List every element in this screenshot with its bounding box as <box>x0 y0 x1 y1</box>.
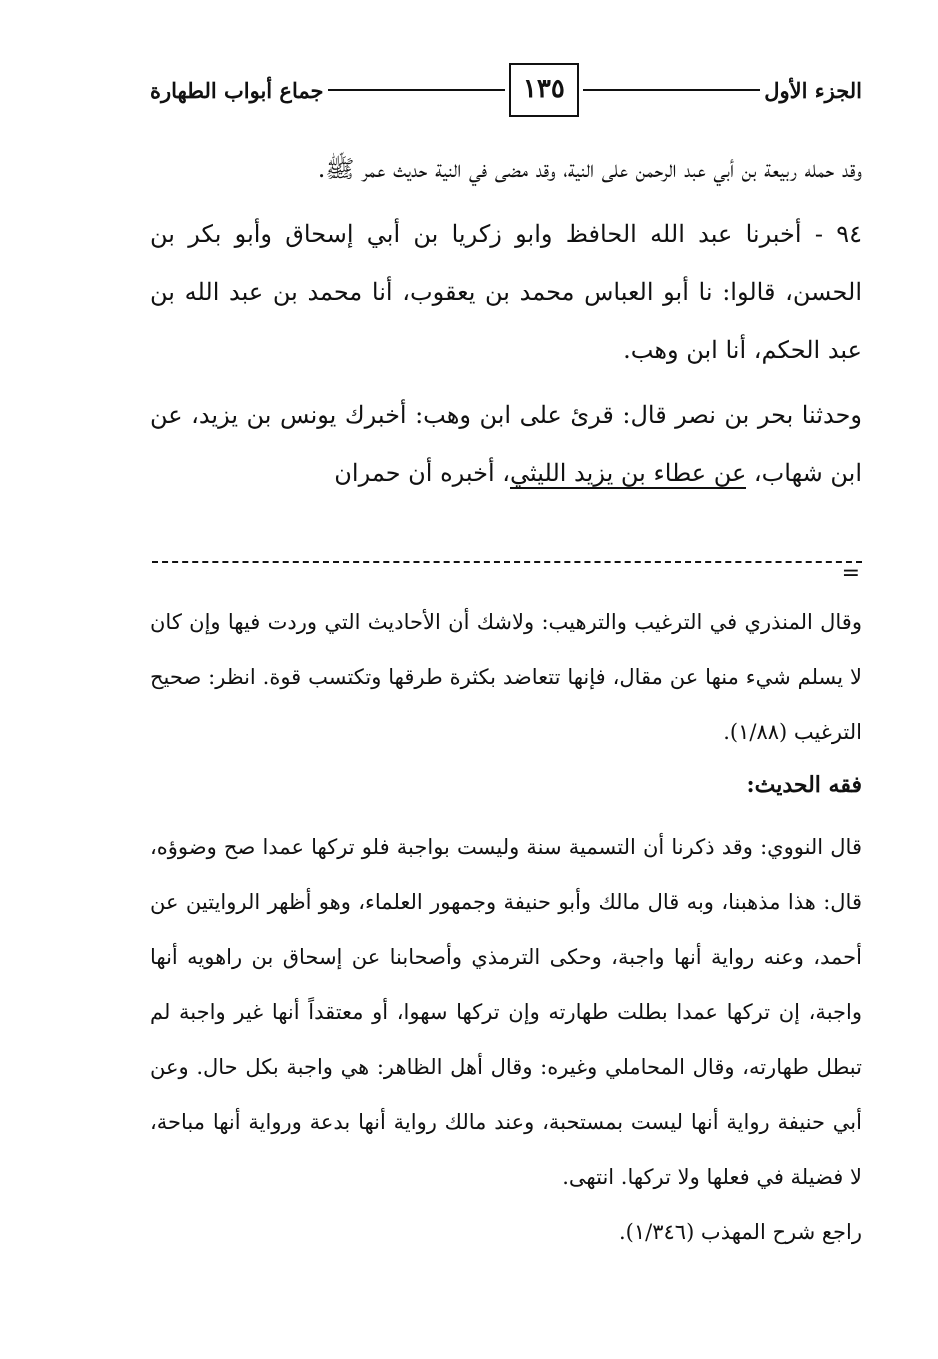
underlined-narrator: عن عطاء بن يزيد الليثي <box>510 459 747 487</box>
footnotes <box>150 595 862 1260</box>
chapter-title: جماع أبواب الطهارة <box>150 77 324 103</box>
footnote-nawawi: قال النووي: وقد ذكرنا أن التسمية سنة وليست بواجبة فلو تركها عمدا صح وضوؤه، قال: هذا مذهبنا، وبه قال مالك وأبو حنيفة وجمهور العلماء، وهو أظهر الروايتين عن أحمد، وعنه رواية أنها واجبة، وحكى الترمذي وأصحابنا عن إسحاق بن راهويه أنها واجبة، إن تركها عمدا بطلت طهارته وإن تركها سهوا، أو معتقداً أنها غير واجبة لم تبطل طهارته، وقال المحاملي وغيره: وقال أهل الظاهر: هي واجبة بكل حال. وعن أبي حنيفة رواية أنها ليست بمستحبة، وعند مالك رواية أنها بدعة ورواية أنها مباحة، لا فضيلة في فعلها ولا تركها. انتهى. <box>150 835 862 1189</box>
chain-start: وحدثنا بحر بن نصر قال: قرئ على ابن وهب: أخبرك يونس بن يزيد، عن ابن شهاب، <box>150 401 862 487</box>
paragraph-hadith-94: ٩٤ - أخبرنا عبد الله الحافظ وابو زكريا بن أبي إسحاق وأبو بكر بن الحسن، قالوا: نا أبو العباس محمد بن يعقوب، أنا محمد بن عبد الله بن عبد الحكم، أنا ابن وهب. <box>150 220 862 364</box>
footnote-separator <box>152 553 862 585</box>
section-heading: فقه الحديث: <box>746 772 862 798</box>
header-rule-left <box>328 89 505 91</box>
footnote-reference: راجع شرح المهذب (١/٣٤٦). <box>618 1220 862 1244</box>
footnote-mundhiri: وقال المنذري في الترغيب والترهيب: ولاشك أن الأحاديث التي وردت فيها وإن كان لا يسلم شيء منها عن مقال، فإنها تتعاضد بكثرة طرقها وتكتسب قوة. انظر: صحيح الترغيب (١/٨٨). <box>150 610 862 744</box>
main-text <box>150 140 862 502</box>
chain-end: ، أخبره أن حمران <box>334 459 511 487</box>
paragraph-intro: وقد حمله ربيعة بن أبي عبد الرحمن على النية، وقد مضى في النية حديث عمر ﷺ. <box>317 155 862 183</box>
paragraph-chain <box>150 386 862 502</box>
page-number: ١٣٥ <box>509 63 579 117</box>
running-header <box>150 60 862 120</box>
dashed-rule <box>152 561 862 563</box>
continuation-mark: = <box>841 561 860 586</box>
part-title: الجزء الأول <box>764 77 862 103</box>
header-rule-right <box>583 89 760 91</box>
